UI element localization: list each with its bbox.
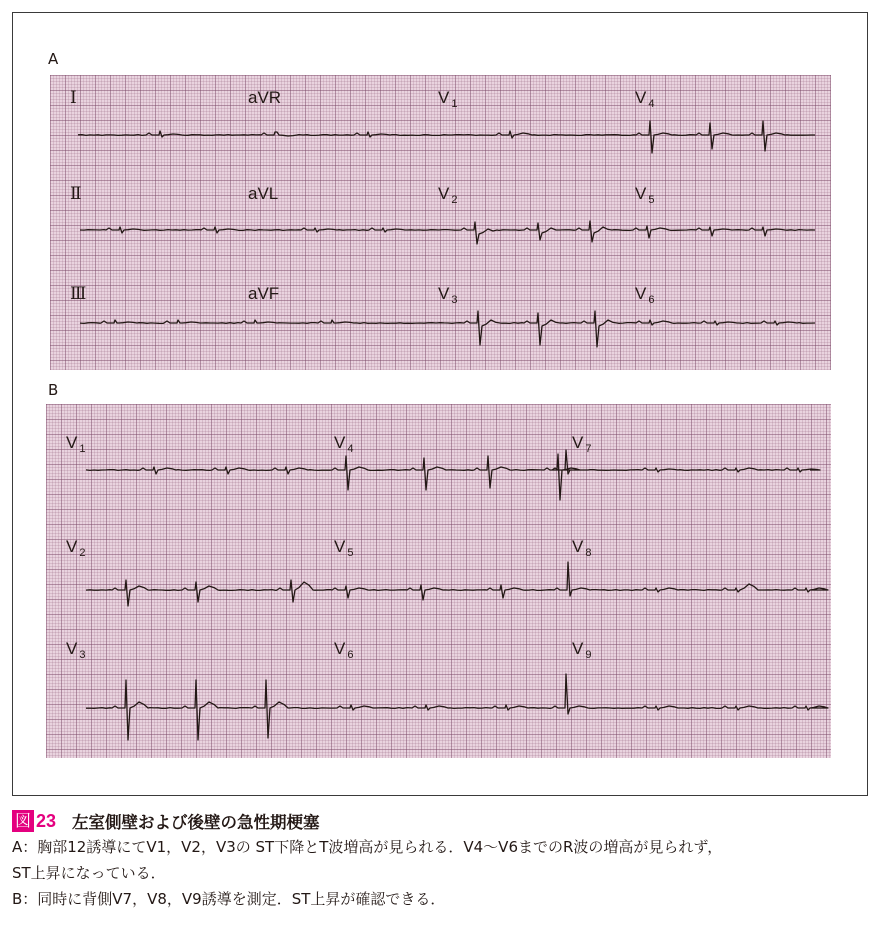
lead-label-b-v4: V $_4$ — [334, 433, 354, 455]
ecg-row-a-1 — [78, 121, 815, 153]
ecg-row-b-2 — [86, 562, 828, 606]
ecg-row-b-3 — [86, 674, 828, 740]
lead-label-a-v2: V $_2$ — [438, 184, 458, 206]
lead-label-b-v2: V $_2$ — [66, 537, 86, 559]
lead-label-b-v1: V $_1$ — [66, 433, 86, 455]
figure-caption — [12, 808, 880, 912]
ecg-traces-b — [46, 404, 831, 758]
lead-label-a-iii: Ⅲ — [70, 284, 87, 303]
lead-label-a-avf: aVF — [248, 284, 280, 303]
lead-label-a-i: Ⅰ — [70, 88, 77, 107]
figure-number: 23 — [36, 810, 57, 831]
lead-label-a-avr: aVR — [248, 88, 282, 107]
lead-label-b-v8: V $_8$ — [572, 537, 592, 559]
ecg-row-a-3 — [80, 311, 815, 347]
figure-title: 左室側壁および後壁の急性期梗塞 — [72, 813, 320, 832]
lead-label-b-v5: V $_5$ — [334, 537, 354, 559]
caption-line-a-2: ST上昇になっている． — [12, 864, 166, 882]
figure-kanji-badge: 図 — [12, 810, 34, 832]
caption-line-b: B：同時に背側V7，V8，V9誘導を測定．ST上昇が確認できる． — [12, 890, 446, 908]
panel-b-letter: B — [48, 381, 59, 399]
lead-label-b-v3: V $_3$ — [66, 639, 86, 661]
caption-line-a-1: A：胸部12誘導にてV1，V2，V3の ST下降とT波増高が見られる．V4〜V6までのR波の増高が見られず， — [12, 838, 723, 856]
lead-label-a-avl: aVL — [248, 184, 279, 203]
ecg-row-a-2 — [80, 221, 815, 244]
lead-label-b-v7: V $_7$ — [572, 433, 592, 455]
lead-label-b-v9: V $_9$ — [572, 639, 592, 661]
lead-label-a-ii: Ⅱ — [70, 184, 82, 203]
lead-label-a-v1: V $_1$ — [438, 88, 458, 110]
lead-label-b-v6: V $_6$ — [334, 639, 354, 661]
panel-a-letter: A — [48, 50, 59, 68]
lead-label-a-v3: V $_3$ — [438, 284, 458, 306]
lead-label-a-v5: V $_5$ — [635, 184, 655, 206]
lead-label-a-v6: V $_6$ — [635, 284, 655, 306]
ecg-panel-b — [46, 404, 831, 758]
lead-label-a-v4: V $_4$ — [635, 88, 655, 110]
ecg-panel-a — [50, 75, 831, 370]
figure-number-label — [12, 809, 56, 833]
ecg-row-b-1 — [86, 450, 820, 500]
ecg-traces-a — [50, 75, 831, 370]
